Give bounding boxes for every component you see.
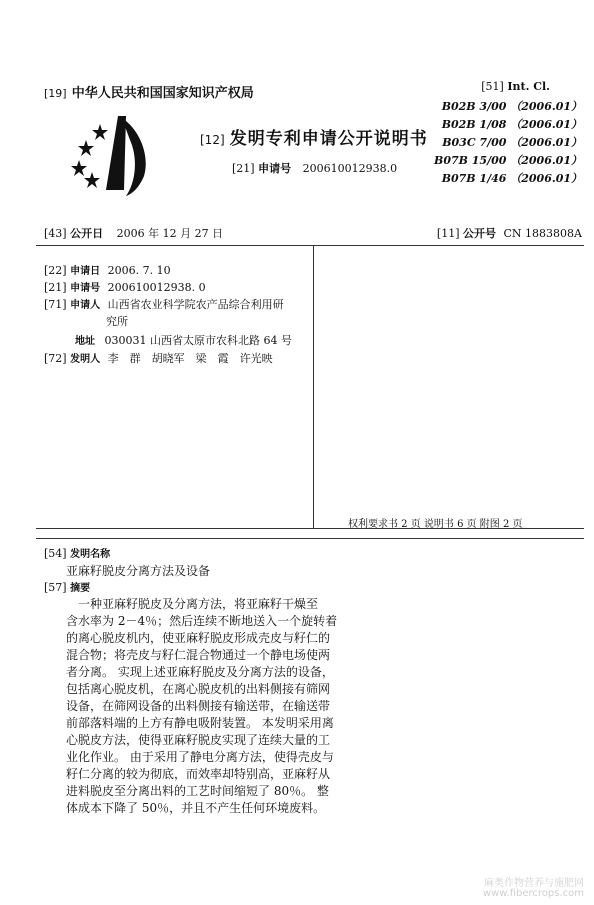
abstract-line: 体成本下降了 50％，并且不产生任何环境废料。 bbox=[66, 801, 326, 815]
abstract-line: 进料脱皮至分离出料的工艺时间缩短了 80％。 整 bbox=[66, 784, 329, 798]
abstract-line: 含水率为 2－4％；然后连续不断地送入一个旋转着 bbox=[66, 614, 338, 628]
abstract-line: 籽仁分离的较为彻底，而效率却特别高，亚麻籽从 bbox=[66, 767, 331, 781]
abstract-line: 的离心脱皮机内，使亚麻籽脱皮形成壳皮与籽仁的 bbox=[66, 631, 331, 645]
pub-date-value: 2006 年 12 月 27 日 bbox=[116, 227, 224, 240]
pub-date-line bbox=[44, 225, 223, 241]
office-line bbox=[44, 82, 254, 101]
title-label: 发明名称 bbox=[70, 549, 111, 560]
address-value: 030031 山西省太原市农科北路 64 号 bbox=[104, 334, 292, 347]
ipc-entry: B07B 1/46 （2006.01） bbox=[441, 172, 582, 185]
office-name: 中华人民共和国国家知识产权局 bbox=[71, 86, 254, 101]
app-no-line-2 bbox=[44, 279, 206, 294]
invention-title: 亚麻籽脱皮分离方法及设备 bbox=[66, 564, 211, 578]
pub-no-code: [11] bbox=[436, 227, 460, 240]
top-rule bbox=[36, 245, 584, 246]
abstract-code: [57] bbox=[44, 581, 67, 594]
cnipa-logo bbox=[66, 112, 164, 198]
pub-date-code: [43] bbox=[44, 227, 67, 240]
app-no-code: [21] bbox=[232, 162, 255, 175]
inventor-names: 李 群 胡晓军 梁 霞 许光映 bbox=[107, 352, 273, 365]
app-no-label: 申请号 bbox=[258, 162, 292, 175]
abstract-line: 设备，在筛网设备的出料侧接有输送带，在输送带 bbox=[66, 699, 331, 713]
office-code: [19] bbox=[44, 87, 67, 100]
applicant-line-2: 究所 bbox=[106, 315, 128, 328]
ipc-entry: B02B 1/08 （2006.01） bbox=[441, 118, 582, 131]
abstract-label: 摘要 bbox=[70, 583, 91, 594]
doc-type-code: [12] bbox=[200, 133, 225, 147]
app-code: [21] bbox=[44, 281, 67, 294]
abstract-label-line bbox=[44, 579, 90, 594]
ipc-entry: B03C 7/00 （2006.01） bbox=[442, 136, 582, 149]
mid-rule-2 bbox=[36, 538, 584, 539]
pub-no-value: CN 1883808A bbox=[503, 227, 582, 240]
ipc-entry: B07B 15/00 （2006.01） bbox=[434, 154, 582, 167]
address-label: 地址 bbox=[75, 336, 95, 347]
abstract-line: 包括离心脱皮机，在离心脱皮机的出料侧接有筛网 bbox=[66, 682, 331, 696]
abstract-line: 心脱皮方法，使得亚麻籽脱皮实现了连续大量的工 bbox=[66, 733, 331, 747]
int-cl-code: [51] bbox=[481, 80, 504, 93]
pub-no-line bbox=[437, 225, 582, 241]
filing-date-line bbox=[44, 262, 171, 277]
applicant-name: 山西省农业科学院农产品综合利用研 bbox=[107, 298, 284, 311]
abstract-line: 者分离。 实现上述亚麻籽脱皮及分离方法的设备， bbox=[66, 665, 334, 679]
app-label: 申请号 bbox=[70, 283, 101, 294]
abstract-line: 业化作业。 由于采用了静电分离方法，使得壳皮与 bbox=[66, 750, 334, 764]
ipc-entry: B02B 3/00 （2006.01） bbox=[441, 100, 582, 113]
pub-date-label: 公开日 bbox=[70, 227, 104, 240]
applicant-line bbox=[44, 296, 284, 312]
app-no-line bbox=[232, 160, 397, 176]
app-no-value: 200610012938.0 bbox=[302, 162, 398, 175]
address-line bbox=[75, 332, 292, 348]
inventor-label: 发明人 bbox=[70, 354, 101, 365]
doc-type-title: 发明专利申请公开说明书 bbox=[229, 129, 428, 149]
applicant-code: [71] bbox=[44, 298, 67, 311]
filing-code: [22] bbox=[44, 264, 67, 277]
filing-label: 申请日 bbox=[70, 266, 101, 277]
title-label-line bbox=[44, 545, 110, 560]
watermark-title: 麻类作物营养与施肥网 bbox=[484, 878, 584, 889]
int-cl-header bbox=[481, 80, 550, 93]
int-cl-label: Int. Cl. bbox=[507, 80, 550, 93]
pub-no-label: 公开号 bbox=[463, 227, 497, 240]
abstract-line: 一种亚麻籽脱皮及分离方法，将亚麻籽干燥至 bbox=[66, 597, 319, 611]
applicant-label: 申请人 bbox=[70, 300, 101, 311]
app-no: 200610012938. 0 bbox=[107, 281, 206, 294]
filing-date: 2006. 7. 10 bbox=[107, 264, 171, 277]
abstract-line: 前部落料端的上方有静电吸附装置。 本发明采用离 bbox=[66, 716, 334, 730]
column-divider bbox=[313, 245, 314, 528]
inventor-code: [72] bbox=[44, 352, 67, 365]
pages-note: 权利要求书 2 页 说明书 6 页 附图 2 页 bbox=[348, 519, 523, 530]
abstract-line: 混合物；将壳皮与籽仁混合物通过一个静电场使两 bbox=[66, 648, 331, 662]
doc-type-line bbox=[200, 124, 428, 149]
watermark-url: www.fibercrops.com bbox=[482, 888, 584, 899]
title-code: [54] bbox=[44, 547, 67, 560]
inventor-line bbox=[44, 350, 273, 366]
